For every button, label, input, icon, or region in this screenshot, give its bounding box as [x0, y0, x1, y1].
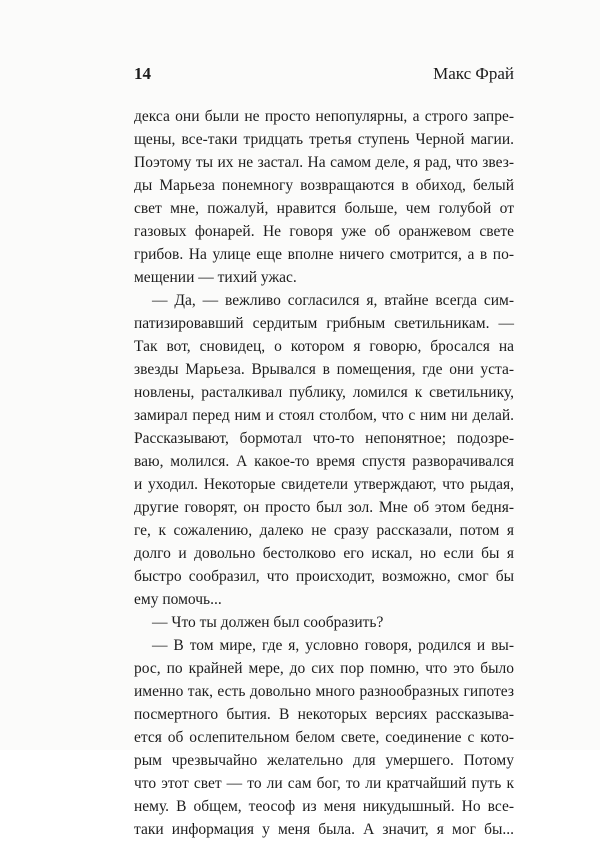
- text-line: грибов. На улице еще вполне ничего смотрится, а в по-: [134, 246, 514, 263]
- text-line: патизировавший сердитым грибным светильникам. —: [134, 315, 514, 332]
- text-line: посмертного бытия. В некоторых версиях рассказыва-: [134, 706, 514, 723]
- text-line: звезды Марьеза. Врывался в помещения, где они уста-: [134, 361, 514, 378]
- text-line: рым чрезвычайно желательно для умершего. Потому: [134, 752, 514, 769]
- text-line: ему помочь...: [134, 591, 222, 608]
- text-line: ется об ослепительном белом свете, соединение с кото-: [134, 729, 514, 746]
- text-line: Поэтому ты их не застал. На самом деле, я рад, что звез-: [134, 154, 514, 171]
- text-line: новлены, расталкивал публику, ломился к светильнику,: [134, 384, 514, 401]
- text-line: что этот свет — то ли сам бог, то ли кратчайший путь к: [134, 775, 514, 792]
- text-line: именно так, есть довольно много разнообразных гипотез: [134, 683, 514, 700]
- text-line: — Да, — вежливо согласился я, втайне всегда сим-: [152, 292, 514, 309]
- text-line: рос, по крайней мере, до сих пор помню, что это было: [134, 660, 514, 677]
- text-line: — Что ты должен был сообразить?: [152, 614, 384, 631]
- text-line: ваю, молился. А какое-то время спустя разворачивался: [134, 453, 514, 470]
- body-text: [134, 105, 514, 841]
- text-line: газовых фонарей. Не говоря уже об оранжевом свете: [134, 223, 514, 240]
- text-line: другие говорят, он просто был зол. Мне об этом бедня-: [134, 499, 514, 516]
- text-line: таки информация у меня была. А значит, я мог бы...: [134, 821, 514, 838]
- page-header: [134, 64, 514, 88]
- text-line: нему. В общем, теософ из меня никудышный. Но все-: [134, 798, 514, 815]
- text-line: щены, все-таки тридцать третья ступень Черной магии.: [134, 131, 514, 148]
- text-line: быстро сообразил, что происходит, возможно, смог бы: [134, 568, 514, 585]
- text-line: Так вот, сновидец, о котором я говорю, бросался на: [134, 338, 514, 355]
- running-head-author: Макс Фрай: [433, 64, 514, 83]
- text-line: декса они были не просто непопулярны, а строго запре-: [134, 108, 514, 125]
- text-line: и уходил. Некоторые свидетели утверждают, что рыдая,: [134, 476, 514, 493]
- text-line: замирал перед ним и стоял столбом, что с ним ни делай.: [134, 407, 514, 424]
- page-number: 14: [134, 64, 151, 83]
- text-line: ге, к сожалению, далеко не сразу рассказали, потом я: [134, 522, 514, 539]
- text-line: долго и довольно бестолково его искал, но если бы я: [134, 545, 514, 562]
- text-line: Рассказывают, бормотал что-то непонятное; подозре-: [134, 430, 514, 447]
- text-line: свет мне, пожалуй, нравится больше, чем голубой от: [134, 200, 514, 217]
- text-line: — В том мире, где я, условно говоря, родился и вы-: [152, 637, 514, 654]
- text-line: мещении — тихий ужас.: [134, 269, 297, 286]
- text-line: ды Марьеза понемногу возвращаются в обиход, белый: [134, 177, 514, 194]
